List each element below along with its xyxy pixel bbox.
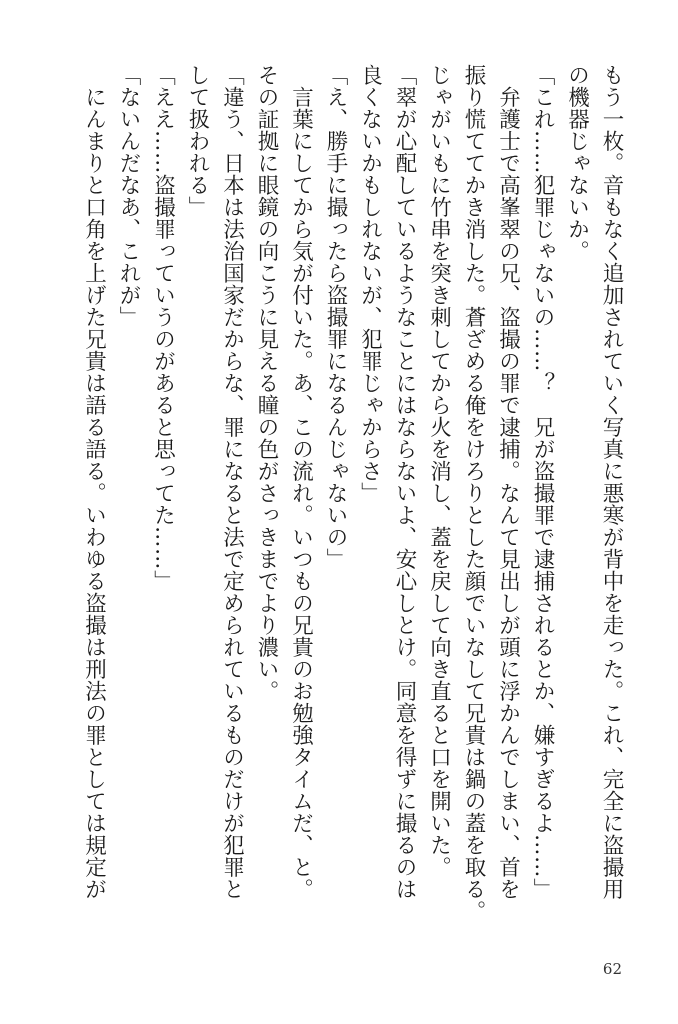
text-line: 「翠が心配しているようなことにはならないよ、安心しとけ。同意を得ずに撮るのは [392,64,417,900]
text-line: の機器じゃないか。 [564,64,590,262]
text-line: その証拠に眼鏡の向こうに見える瞳の色がさっきまでより濃い。 [254,64,279,702]
text-line: 「違う、日本は法治国家だからな、罪になると法で定められているものだけが犯罪と [219,64,245,900]
text-line: 言葉にしてから気が付いた。あ、この流れ。いつもの兄貴のお勉強タイムだ、と。 [288,64,314,900]
text-line: 「え、勝手に撮ったら盗撮罪になるんじゃないの」 [323,64,348,570]
page-number: 62 [602,960,622,978]
text-line: 「これ……犯罪じゃないの……？ 兄が盗撮罪で逮捕されるとか、嫌すぎるよ……」 [530,64,555,900]
text-line: 「ええ……盗撮罪っていうのがあると思ってた……」 [150,64,176,592]
text-line: して扱われる」 [185,64,210,218]
text-line: 「ないんだなあ、これが」 [116,64,141,328]
text-line: 振り慌ててかき消した。蒼ざめる俺をけろりとした顔でいなして兄貴は鍋の蓋を取る。 [461,64,486,922]
text-line: 弁護士で高峯翠の兄、盗撮の罪で逮捕。なんて見出しが頭に浮かんでしまい、首を [495,64,521,900]
text-line: じゃがいもに竹串を突き刺してから火を消し、蓋を戻して向き直ると口を開いた。 [426,64,452,878]
text-line: 良くないかもしれないが、犯罪じゃからさ」 [357,64,383,504]
text-line: にんまりと口角を上げた兄貴は語る語る。いわゆる盗撮は刑法の罪としては規定が [81,64,107,900]
vertical-text-body [28,64,628,954]
text-line: もう一枚。音もなく追加されていく写真に悪寒が背中を走った。これ、完全に盗撮用 [599,64,624,900]
